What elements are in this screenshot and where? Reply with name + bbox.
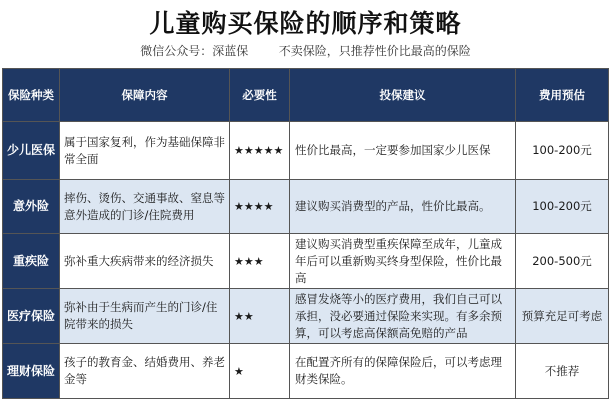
row-cost: 200-500元 [516,234,609,289]
row-cost: 100-200元 [516,122,609,180]
row-necessity-stars: ★★ [230,289,290,344]
table-row [3,344,609,399]
table-row [3,234,609,289]
row-cost: 不推荐 [516,344,609,399]
header-type: 保险种类 [3,69,60,122]
row-type: 重疾险 [3,234,60,289]
header-content: 保障内容 [60,69,230,122]
row-content: 属于国家复利，作为基础保障非常全面 [60,122,230,180]
row-advice: 感冒发烧等小的医疗费用，我们自己可以承担，没必要通过保险来实现。有多余预算，可以考虑高保额高免赔的产品 [290,289,516,344]
header-advice: 投保建议 [290,69,516,122]
row-content: 孩子的教育金、结婚费用、养老金等 [60,344,230,399]
row-advice: 建议购买消费型的产品，性价比最高。 [290,180,516,234]
table-row [3,180,609,234]
row-advice: 在配置齐所有的保障保险后，可以考虑理财类保险。 [290,344,516,399]
page-subtitle: 微信公众号：深蓝保 不卖保险，只推荐性价比最高的保险 [140,44,471,58]
row-advice: 性价比最高，一定要参加国家少儿医保 [290,122,516,180]
row-type: 少儿医保 [3,122,60,180]
table-header-row [3,69,609,122]
table-row [3,122,609,180]
row-necessity-stars: ★★★★ [230,180,290,234]
row-necessity-stars: ★★★★★ [230,122,290,180]
header-necessity: 必要性 [230,69,290,122]
row-cost: 100-200元 [516,180,609,234]
row-necessity-stars: ★ [230,344,290,399]
row-cost: 预算充足可考虑 [516,289,609,344]
table-row [3,289,609,344]
header-cost: 费用预估 [516,69,609,122]
row-content: 弥补重大疾病带来的经济损失 [60,234,230,289]
row-advice: 建议购买消费型重疾保障至成年，儿童成年后可以重新购买终身型保险，性价比最高 [290,234,516,289]
row-type: 医疗保险 [3,289,60,344]
row-type: 理财保险 [3,344,60,399]
row-necessity-stars: ★★★ [230,234,290,289]
row-content: 弥补由于生病而产生的门诊/住院带来的损失 [60,289,230,344]
row-content: 摔伤、烫伤、交通事故、窒息等意外造成的门诊/住院费用 [60,180,230,234]
page-title: 儿童购买保险的顺序和策略 [149,9,462,38]
row-type: 意外险 [3,180,60,234]
insurance-table [2,68,609,399]
